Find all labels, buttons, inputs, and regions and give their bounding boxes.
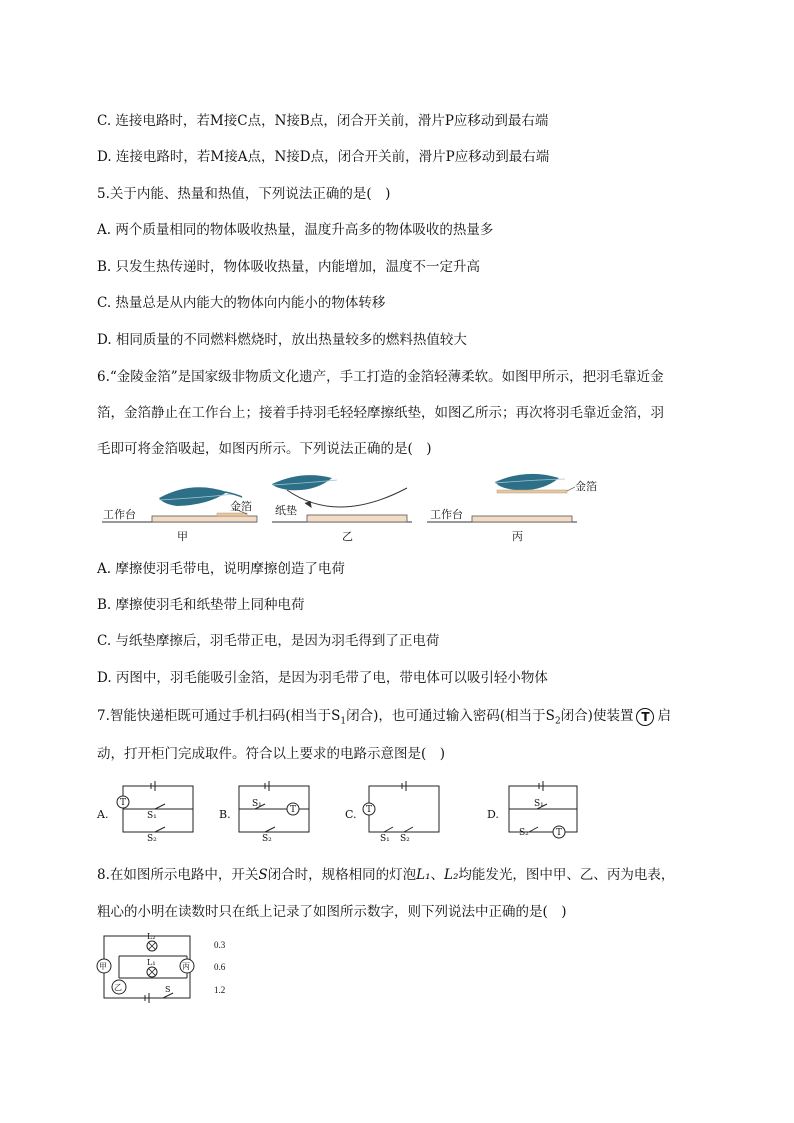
svg-text:T: T bbox=[120, 798, 127, 808]
q6-stem-line3: 毛即可将金箔吸起，如图丙所示。下列说法正确的是( ) bbox=[97, 441, 432, 457]
svg-text:T: T bbox=[366, 805, 373, 815]
svg-text:L₁: L₁ bbox=[147, 958, 156, 967]
svg-text:S₂: S₂ bbox=[519, 828, 529, 838]
svg-text:S₂: S₂ bbox=[400, 834, 410, 844]
q8-stem-line1: 8.在如图所示电路中，开关S闭合时，规格相同的灯泡L₁、L₂均能发光，图中甲、乙、丙为电表， bbox=[97, 867, 675, 883]
circuit-label-b: B. bbox=[219, 808, 231, 821]
q5-option-c: C. 热量总是从内能大的物体向内能小的物体转移 bbox=[97, 295, 386, 311]
svg-text:T: T bbox=[556, 828, 563, 838]
q7-circuit-figures bbox=[97, 778, 597, 844]
q8-circuit bbox=[97, 932, 207, 1002]
reading-2: 0.6 bbox=[214, 962, 226, 972]
q8-stem-line2: 粗心的小明在读数时只在纸上记录了如图所示数字，则下列说法中正确的是( ) bbox=[97, 904, 567, 920]
q6-option-a: A. 摩擦使羽毛带电，说明摩擦创造了电荷 bbox=[97, 561, 345, 577]
bing-foil-label: 金箔 bbox=[575, 480, 597, 493]
svg-text:S₁: S₁ bbox=[534, 799, 544, 809]
svg-text:S₁: S₁ bbox=[252, 799, 262, 809]
yi-motion-arc bbox=[287, 488, 407, 507]
circuit-label-c: C. bbox=[345, 808, 357, 821]
svg-text:甲: 甲 bbox=[99, 962, 107, 971]
q5-stem: 5.关于内能、热量和热值，下列说法正确的是( ) bbox=[97, 186, 391, 202]
svg-text:乙: 乙 bbox=[114, 983, 122, 992]
q4-option-c: C. 连接电路时，若M接C点，N接B点，闭合开关前，滑片P应移动到最右端 bbox=[97, 113, 549, 129]
q5-option-b: B. 只发生热传递时，物体吸收热量，内能增加，温度不一定升高 bbox=[97, 259, 481, 275]
jia-feather bbox=[159, 487, 227, 506]
bing-workbench bbox=[472, 516, 572, 522]
jia-workbench bbox=[152, 516, 257, 522]
svg-text:S: S bbox=[165, 985, 171, 994]
caption-yi: 乙 bbox=[342, 530, 353, 543]
svg-text:S₂: S₂ bbox=[147, 834, 157, 844]
bing-foil bbox=[497, 490, 567, 493]
q6-feather-figure bbox=[97, 470, 597, 550]
q7-stem-line2: 动，打开柜门完成取件。符合以上要求的电路示意图是( ) bbox=[97, 746, 446, 762]
q6-option-d: D. 丙图中，羽毛能吸引金箔，是因为羽毛带了电，带电体可以吸引轻小物体 bbox=[97, 670, 548, 686]
q6-stem-line2: 箔，金箔静止在工作台上；接着手持羽毛轻轻摩擦纸垫，如图乙所示；再次将羽毛靠近金箔，羽 bbox=[97, 405, 664, 421]
reading-1: 0.3 bbox=[214, 940, 226, 950]
circuit-label-d: D. bbox=[487, 808, 499, 821]
svg-text:S₂: S₂ bbox=[262, 834, 272, 844]
q6-option-c: C. 与纸垫摩擦后，羽毛带正电，是因为羽毛得到了正电荷 bbox=[97, 633, 440, 649]
circuit-label-a: A. bbox=[97, 808, 109, 821]
reading-3: 1.2 bbox=[214, 985, 226, 995]
q5-option-d: D. 相同质量的不同燃料燃烧时，放出热量较多的燃料热值较大 bbox=[97, 332, 467, 348]
q7-stem-line1: 7.智能快递柜既可通过手机扫码(相当于$S_1$闭合)，也可通过输入密码(相当于$S_2$闭合)使装置 T 启 bbox=[97, 708, 671, 727]
q6-stem-line1: 6.“金陵金箔”是国家级非物质文化遗产，手工打造的金箔轻薄柔软。如图甲所示，把羽毛靠近金 bbox=[97, 369, 664, 385]
svg-text:T: T bbox=[290, 805, 297, 815]
t-device-icon: T bbox=[636, 708, 654, 726]
q6-option-b: B. 摩擦使羽毛和纸垫带上同种电荷 bbox=[97, 597, 305, 613]
q5-option-a: A. 两个质量相同的物体吸收热量，温度升高多的物体吸收的热量多 bbox=[97, 222, 494, 238]
yi-paper-pad bbox=[307, 515, 407, 522]
svg-text:丙: 丙 bbox=[182, 962, 190, 971]
yi-paper-label: 纸垫 bbox=[275, 504, 297, 517]
jia-foil bbox=[217, 513, 247, 516]
q4-option-d: D. 连接电路时，若M接A点，N接D点，闭合开关前，滑片P应移动到最右端 bbox=[97, 149, 550, 165]
svg-text:S₁: S₁ bbox=[380, 834, 390, 844]
jia-foil-label: 金箔 bbox=[230, 500, 252, 513]
caption-jia: 甲 bbox=[177, 530, 188, 543]
jia-workbench-label: 工作台 bbox=[103, 508, 136, 521]
svg-text:S₁: S₁ bbox=[147, 811, 157, 821]
svg-text:L₂: L₂ bbox=[147, 932, 156, 941]
caption-bing: 丙 bbox=[512, 530, 523, 543]
bing-workbench-label: 工作台 bbox=[430, 508, 463, 521]
